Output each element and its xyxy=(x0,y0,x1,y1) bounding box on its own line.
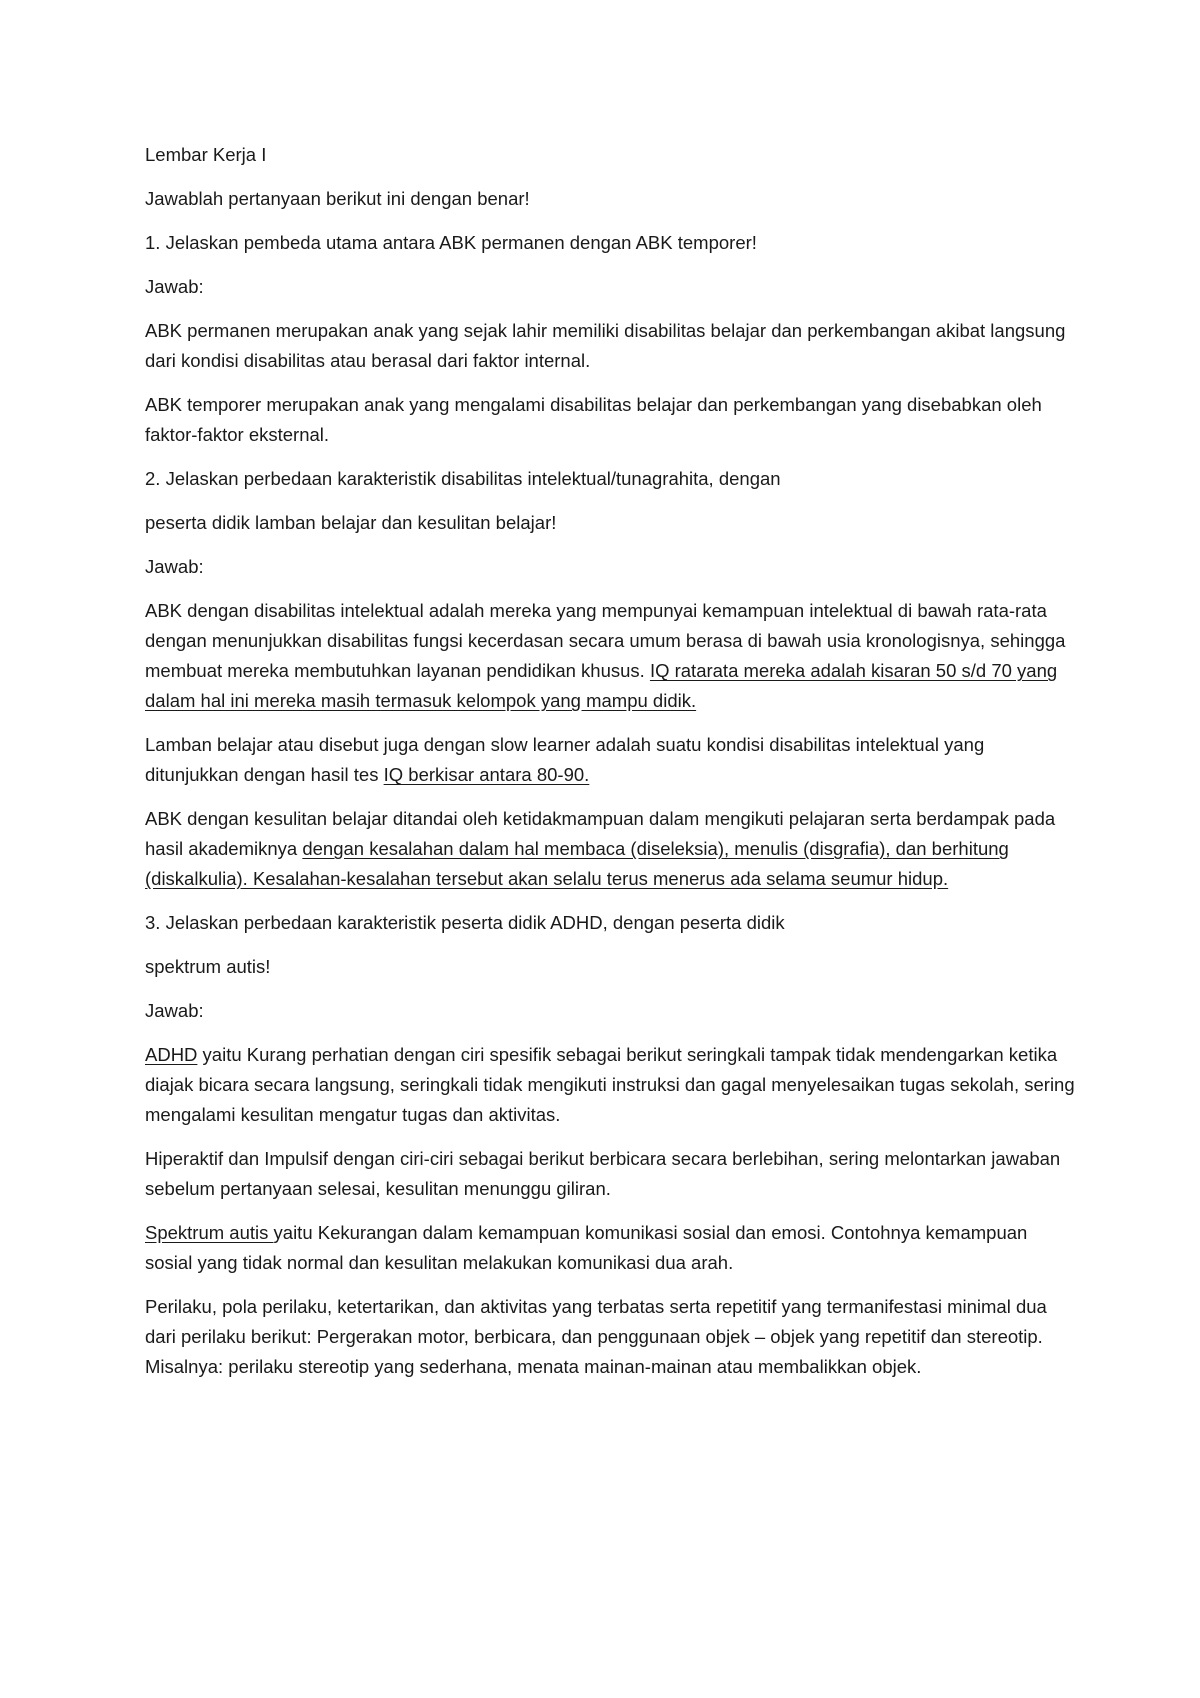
answer-1-paragraph-2: ABK temporer merupakan anak yang mengalami disabilitas belajar dan perkembangan yang disebabkan oleh faktor-faktor eksternal. xyxy=(145,394,1042,445)
answer-2-paragraph-1 xyxy=(145,596,1075,716)
answer-2-paragraph-2 xyxy=(145,730,1075,790)
instruction: Jawablah pertanyaan berikut ini dengan benar! xyxy=(145,188,530,209)
question-2-line-2: peserta didik lamban belajar dan kesulitan belajar! xyxy=(145,512,557,533)
answer-label-1: Jawab: xyxy=(145,276,204,297)
answer-3-paragraph-1 xyxy=(145,1040,1075,1130)
answer-3-paragraph-3-text: yaitu Kekurangan dalam kemampuan komunikasi sosial dan emosi. Contohnya kemampuan sosial yang tidak normal dan kesulitan melakukan komunikasi dua arah. xyxy=(145,1222,1028,1273)
answer-3-paragraph-3 xyxy=(145,1218,1075,1278)
question-1: 1. Jelaskan pembeda utama antara ABK permanen dengan ABK temporer! xyxy=(145,232,757,253)
answer-label-2: Jawab: xyxy=(145,556,204,577)
answer-2-paragraph-1-text: ABK dengan disabilitas intelektual adalah mereka yang mempunyai kemampuan intelektual di bawah rata-rata dengan menunjukkan disabilitas fungsi kecerdasan secara umum berasa di bawah usia kronologisnya, sehingga membuat mereka membutuhkan layanan pendidikan khusus. xyxy=(145,600,1066,681)
answer-2-paragraph-3-text: ABK dengan kesulitan belajar ditandai oleh ketidakmampuan dalam mengikuti pelajaran serta berdampak pada hasil akademiknya xyxy=(145,808,1056,859)
answer-3-paragraph-2: Hiperaktif dan Impulsif dengan ciri-ciri sebagai berikut berbicara secara berlebihan, sering melontarkan jawaban sebelum pertanyaan selesai, kesulitan menunggu giliran. xyxy=(145,1148,1061,1199)
answer-2-paragraph-1-underlined: IQ ratarata mereka adalah kisaran 50 s/d 70 yang dalam hal ini mereka masih termasuk kelompok yang mampu didik. xyxy=(145,660,1058,711)
answer-3-paragraph-1-underlined: ADHD xyxy=(145,1044,198,1065)
question-3-line-1: 3. Jelaskan perbedaan karakteristik peserta didik ADHD, dengan peserta didik xyxy=(145,912,785,933)
answer-3-paragraph-4: Perilaku, pola perilaku, ketertarikan, dan aktivitas yang terbatas serta repetitif yang termanifestasi minimal dua dari perilaku berikut: Pergerakan motor, berbicara, dan penggunaan objek – objek yang repetitif dan stereotip. Misalnya: perilaku stereotip yang sederhana, menata mainan-mainan atau membalikkan objek. xyxy=(145,1296,1047,1377)
answer-3-paragraph-3-underlined: Spektrum autis xyxy=(145,1222,274,1243)
answer-1-paragraph-1: ABK permanen merupakan anak yang sejak lahir memiliki disabilitas belajar dan perkembangan akibat langsung dari kondisi disabilitas atau berasal dari faktor internal. xyxy=(145,320,1066,371)
answer-3-paragraph-1-text: yaitu Kurang perhatian dengan ciri spesifik sebagai berikut seringkali tampak tidak mendengarkan ketika diajak bicara secara langsung, seringkali tidak mengikuti instruksi dan gagal menyelesaikan tugas sekolah, sering mengalami kesulitan mengatur tugas dan aktivitas. xyxy=(145,1044,1075,1125)
answer-2-paragraph-3-underlined: dengan kesalahan dalam hal membaca (diseleksia), menulis (disgrafia), dan berhitung (diskalkulia). Kesalahan-kesalahan tersebut akan selalu terus menerus ada selama seumur hidup. xyxy=(145,838,1009,889)
question-2-line-1: 2. Jelaskan perbedaan karakteristik disabilitas intelektual/tunagrahita, dengan xyxy=(145,468,781,489)
question-3-line-2: spektrum autis! xyxy=(145,956,271,977)
document-body xyxy=(145,140,1075,1396)
answer-2-paragraph-2-text: Lamban belajar atau disebut juga dengan slow learner adalah suatu kondisi disabilitas intelektual yang ditunjukkan dengan hasil tes xyxy=(145,734,985,785)
answer-label-3: Jawab: xyxy=(145,1000,204,1021)
answer-2-paragraph-3 xyxy=(145,804,1075,894)
answer-2-paragraph-2-underlined: IQ berkisar antara 80-90. xyxy=(383,764,590,785)
worksheet-title: Lembar Kerja I xyxy=(145,144,267,165)
